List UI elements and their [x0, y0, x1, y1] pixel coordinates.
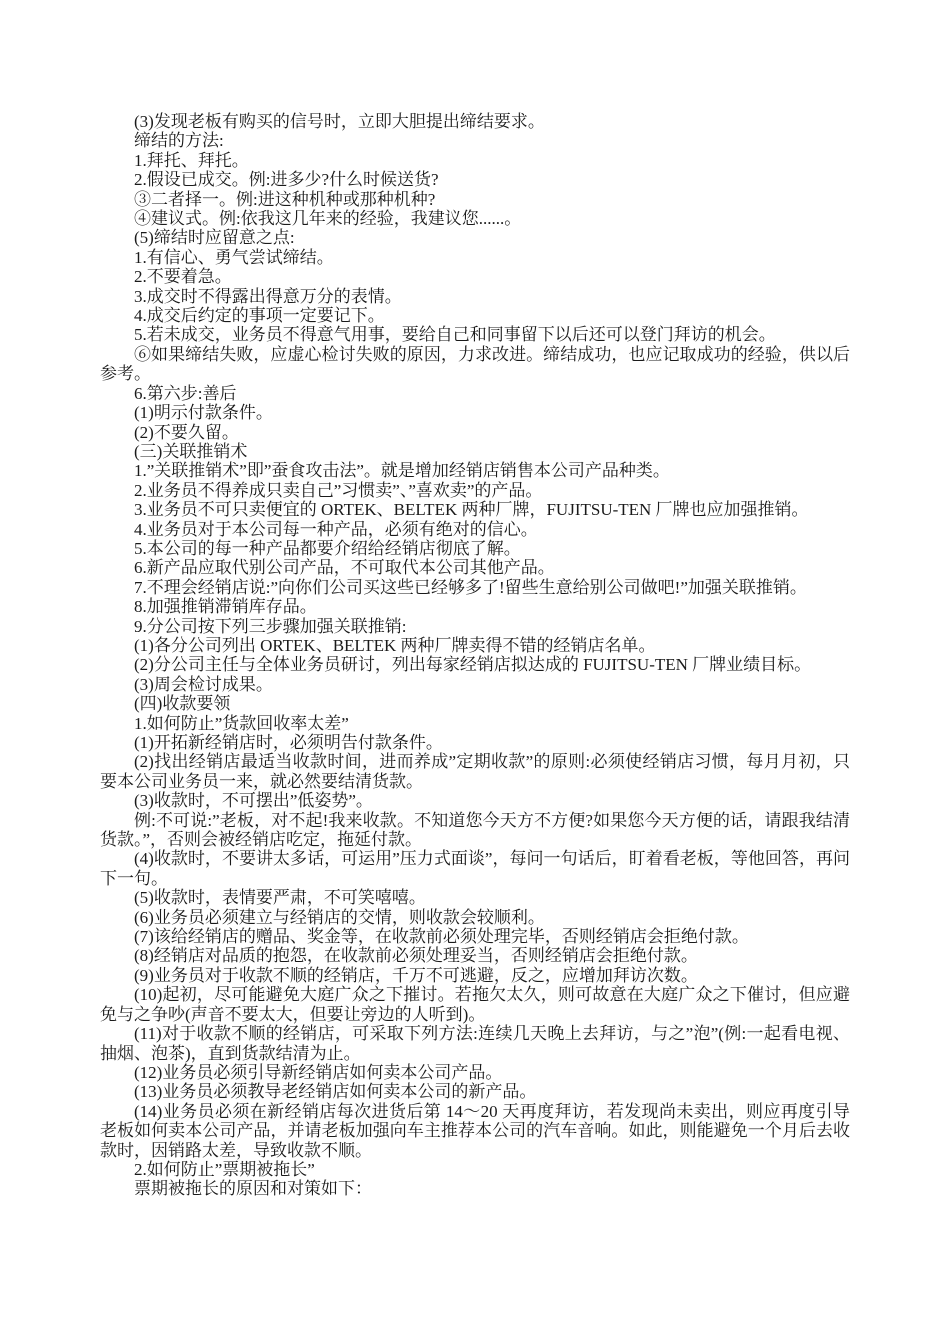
- paragraph: (3)收款时，不可摆出”低姿势”。: [134, 791, 373, 811]
- paragraph: 2.不要着急。: [134, 267, 232, 287]
- paragraph: 例:不可说:”老板，对不起!我来收款。不知道您今天方不方便?如果您今天方便的话，请跟我结清货款。”，否则会被经销店吃定，拖延付款。: [100, 810, 850, 850]
- paragraph: (2)不要久留。: [134, 422, 239, 442]
- paragraph: 6.第六步:善后: [134, 383, 237, 403]
- paragraph: ③二者择一。例:进这种机种或那种机种?: [134, 189, 436, 209]
- paragraph: 2.假设已成交。例:进多少?什么时候送货?: [134, 170, 439, 190]
- paragraph: 8.加强推销滞销库存品。: [134, 597, 317, 617]
- paragraph: 7.不理会经销店说:”向你们公司买这些已经够多了!留些生意给别公司做吧!”加强关联推销。: [134, 577, 807, 597]
- paragraph: (三)关联推销术: [134, 441, 248, 461]
- paragraph: (12)业务员必须引导新经销店如何卖本公司产品。: [134, 1062, 503, 1082]
- paragraph: 2.如何防止”票期被拖长”: [134, 1159, 315, 1179]
- paragraph: (5)缔结时应留意之点:: [134, 228, 295, 248]
- paragraph: 1.有信心、勇气尝试缔结。: [134, 247, 334, 267]
- paragraph: (4)收款时，不要讲太多话，可运用”压力式面谈”，每问一句话后，盯着看老板，等他回答，再问下一句。: [100, 849, 850, 888]
- paragraph: (3)周会检讨成果。: [134, 674, 273, 694]
- paragraph: (9)业务员对于收款不顺的经销店，千万不可逃避，反之，应增加拜访次数。: [134, 965, 698, 985]
- document-text: [100, 112, 850, 1199]
- paragraph: 4.业务员对于本公司每一种产品，必须有绝对的信心。: [134, 519, 538, 539]
- paragraph: (1)各分公司列出 ORTEK、BELTEK 两种厂牌卖得不错的经销店名单。: [134, 635, 656, 655]
- paragraph: (2)找出经销店最适当收款时间，进而养成”定期收款”的原则:必须使经销店习惯，每月月初，只要本公司业务员一来，就必然要结清货款。: [100, 752, 850, 791]
- paragraph: (1)明示付款条件。: [134, 403, 273, 423]
- paragraph: ⑥如果缔结失败，应虚心检讨失败的原因，力求改进。缔结成功，也应记取成功的经验，供以后参考。: [100, 344, 850, 384]
- paragraph: 9.分公司按下列三步骤加强关联推销:: [134, 616, 407, 636]
- paragraph: (2)分公司主任与全体业务员研讨，列出每家经销店拟达成的 FUJITSU-TEN 厂牌业绩目标。: [134, 655, 812, 675]
- paragraph: 缔结的方法:: [134, 131, 224, 151]
- paragraph: (10)起初，尽可能避免大庭广众之下摧讨。若拖欠太久，则可故意在大庭广众之下催讨，但应避免与之争吵(声音不要太大，但要让旁边的人听到)。: [100, 985, 850, 1024]
- paragraph: (14)业务员必须在新经销店每次进货后第 14～20 天再度拜访，若发现尚未卖出，则应再度引导老板如何卖本公司产品，并请老板加强向车主推荐本公司的汽车音响。如此，则能避免一个月后去收款时，因销路太差，导致收款不顺。: [100, 1101, 850, 1160]
- paragraph: 1.如何防止”货款回收率太差”: [134, 713, 349, 733]
- paragraph: 6.新产品应取代别公司产品，不可取代本公司其他产品。: [134, 558, 555, 578]
- paragraph: (7)该给经销店的赠品、奖金等，在收款前必须处理完毕，否则经销店会拒绝付款。: [134, 927, 749, 947]
- paragraph: (5)收款时，表情要严肃，不可笑嘻嘻。: [134, 888, 426, 908]
- paragraph: (6)业务员必须建立与经销店的交情，则收款会较顺利。: [134, 907, 545, 927]
- paragraph: 1.拜托、拜托。: [134, 150, 249, 170]
- paragraph: (3)发现老板有购买的信号时，立即大胆提出缔结要求。: [134, 112, 545, 131]
- paragraph: (1)开拓新经销店时，必须明告付款条件。: [134, 733, 443, 752]
- paragraph: ④建议式。例:依我这几年来的经验，我建议您......。: [134, 209, 522, 229]
- paragraph: 3.成交时不得露出得意万分的表情。: [134, 286, 402, 306]
- paragraph: 票期被拖长的原因和对策如下：: [134, 1179, 372, 1199]
- paragraph: (四)收款要领: [134, 694, 231, 714]
- paragraph: 4.成交后约定的事项一定要记下。: [134, 306, 385, 326]
- paragraph: 5.若未成交，业务员不得意气用事，要给自己和同事留下以后还可以登门拜访的机会。: [134, 325, 776, 345]
- paragraph: 2.业务员不得养成只卖自己”习惯卖”、”喜欢卖”的产品。: [134, 480, 543, 500]
- paragraph: 3.业务员不可只卖便宜的 ORTEK、BELTEK 两种厂牌，FUJITSU-TEN 厂牌也应加强推销。: [134, 500, 809, 520]
- paragraph: (8)经销店对品质的抱怨，在收款前必须处理妥当，否则经销店会拒绝付款。: [134, 946, 698, 966]
- paragraph: 1.”关联推销术”即”蚕食攻击法”。就是增加经销店销售本公司产品种类。: [134, 461, 670, 481]
- paragraph: 5.本公司的每一种产品都要介绍给经销店彻底了解。: [134, 538, 521, 558]
- paragraph: (13)业务员必须教导老经销店如何卖本公司的新产品。: [134, 1082, 537, 1102]
- paragraph: (11)对于收款不顺的经销店，可采取下列方法:连续几天晚上去拜访，与之”泡”(例:一起看电视、抽烟、泡茶)，直到货款结清为止。: [100, 1024, 850, 1063]
